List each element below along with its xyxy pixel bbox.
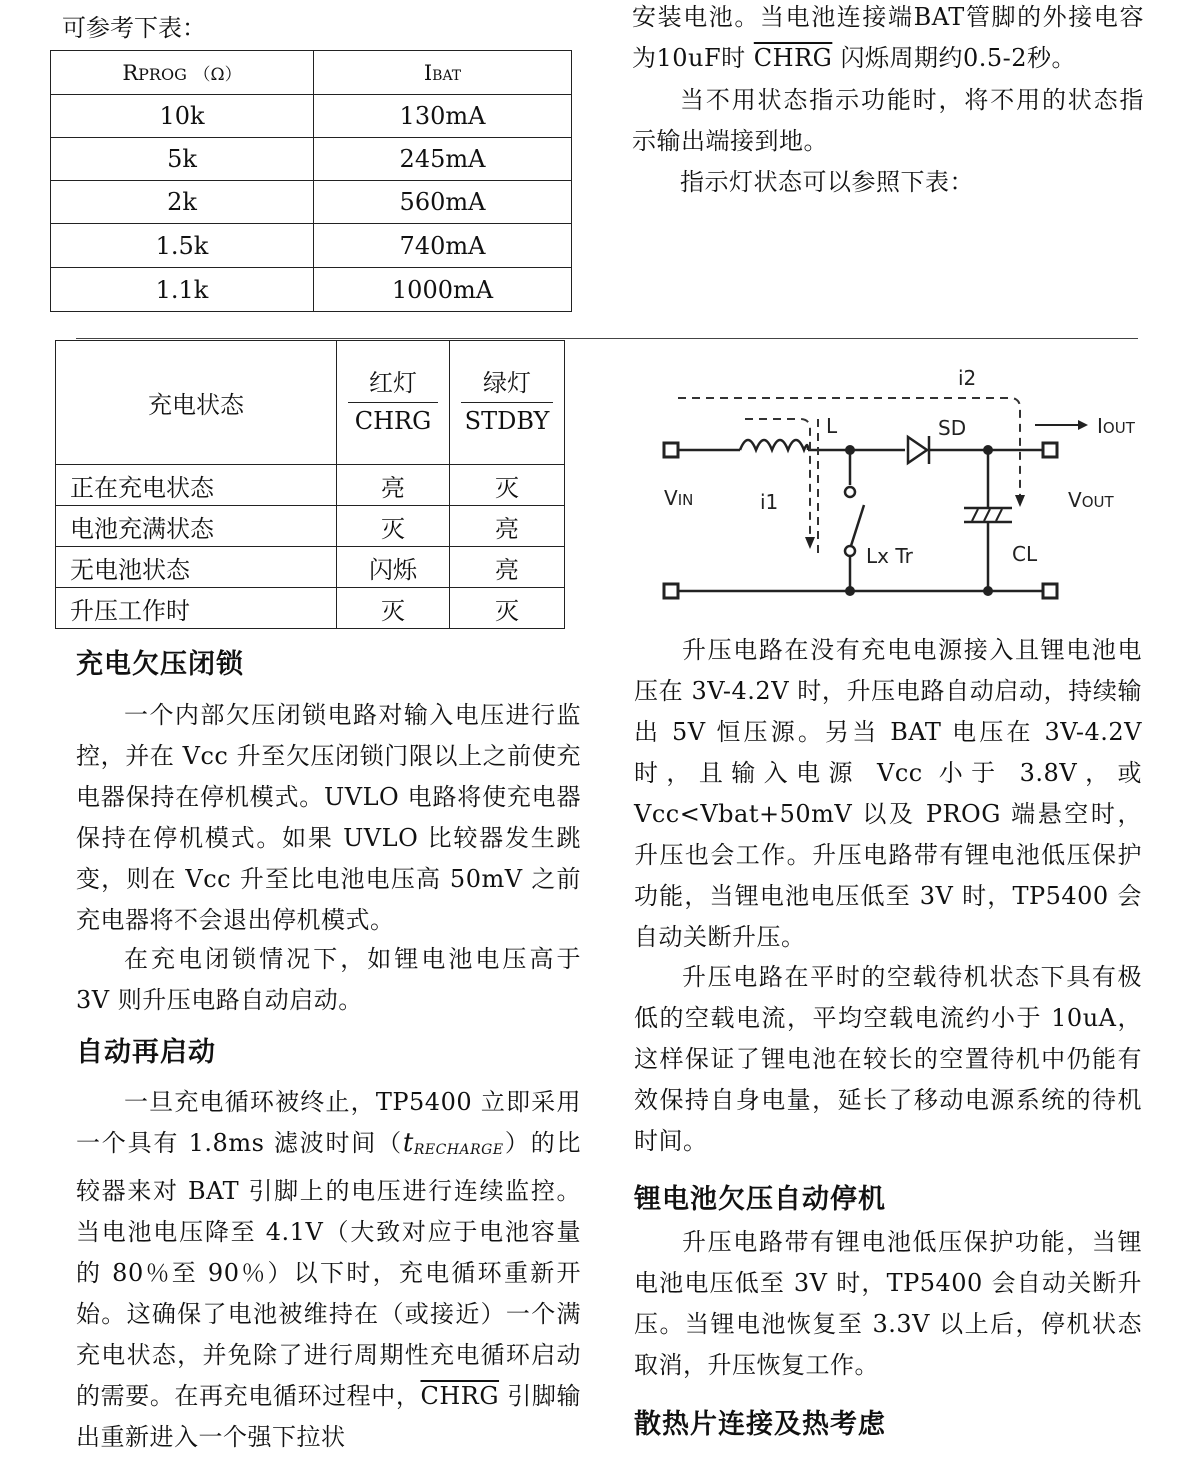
table-row [51, 95, 572, 138]
table-row [51, 224, 572, 268]
table-row [51, 268, 572, 312]
table-cell: 2k [51, 181, 314, 224]
section-title-uvlo: 充电欠压闭锁 [76, 649, 244, 680]
restart-paragraph: 一旦充电循环被终止，TP5400 立即采用一个具有 1.8ms 滤波时间$(t_{RECHARGE})$的比较器来对 BAT 引脚上的电压进行连续监控。当电池电压降至 4.1V（大致对应于电池容量的 80％至 90％）以下时，充电循环重新开始。这确保了电池被维持在（或接近）一个满充电状态，并免除了进行周期性充电循环启动的需要。在再充电循环过程中，CHRG 引脚输出重新进入一个强下拉状 [76, 1088, 582, 1451]
ibat-header: IBAT [314, 51, 572, 95]
section-title-low-battery-shutdown: 锂电池欠压自动停机 [634, 1184, 886, 1215]
table-row [56, 547, 565, 588]
table-cell: 电池充满状态 [56, 506, 337, 547]
label-i2: i2 [958, 366, 977, 390]
table-cell: 亮 [337, 465, 450, 506]
table-cell: 1000mA [314, 268, 572, 312]
chrg-pin-label: CHRG [420, 1382, 500, 1410]
label-inductor-L: L [826, 414, 838, 438]
unused-indicator-paragraph: 当不用状态指示功能时，将不用的状态指示输出端接到地。 [632, 86, 1144, 155]
green-light-header: 绿灯 STDBY [450, 341, 565, 465]
label-vout: VOUT [1068, 488, 1114, 512]
section-title-heatsink: 散热片连接及热考虑 [634, 1409, 886, 1440]
chrg-pin-label: CHRG [753, 44, 833, 72]
label-diode-SD: SD [938, 416, 967, 440]
label-switch-LxTr: Lx Tr [866, 544, 913, 568]
indicator-table-intro: 指示灯状态可以参照下表： [680, 168, 974, 196]
table-cell: 正在充电状态 [56, 465, 337, 506]
state-header: 充电状态 [56, 341, 337, 465]
table-row [51, 138, 572, 181]
red-light-header: 红灯 CHRG [337, 341, 450, 465]
uvlo-paragraph-1: 一个内部欠压闭锁电路对输入电压进行监控，并在 Vcc 升至欠压闭锁门限以上之前使充电器保持在停机模式。UVLO 电路将使充电器保持在停机模式。如果 UVLO 比较器发生跳变，则在 Vcc 升至比电池电压高 50mV 之前充电器将不会退出停机模式。 [76, 701, 581, 934]
table-row [51, 181, 572, 224]
table-cell: 1.5k [51, 224, 314, 268]
label-capacitor-CL: CL [1012, 542, 1038, 566]
label-i1: i1 [760, 490, 779, 514]
intro-text: 可参考下表： [62, 14, 206, 42]
table-row [56, 588, 565, 629]
table-cell: 亮 [450, 506, 565, 547]
table-cell: 灭 [337, 588, 450, 629]
divider-line [76, 338, 1138, 339]
table-cell: 5k [51, 138, 314, 181]
table-cell: 245mA [314, 138, 572, 181]
rprog-table [50, 50, 572, 312]
boost-circuit-diagram [640, 355, 1150, 617]
table-row [56, 465, 565, 506]
boost-paragraph-1: 升压电路在没有充电电源接入且锂电池电压在 3V-4.2V 时，升压电路自动启动，持续输出 5V 恒压源。另当 BAT 电压在 3V-4.2V 时，且输入电源 Vcc 小于 3.8V，或 Vcc<Vbat+50mV 以及 PROG 端悬空时，升压也会工作。升压电路带有锂电池低压保护功能，当锂电池电压低至 3V 时，TP5400 会自动关断升压。 [634, 636, 1142, 951]
table-cell: 闪烁 [337, 547, 450, 588]
table-row [56, 506, 565, 547]
table-cell: 灭 [450, 465, 565, 506]
table-cell: 升压工作时 [56, 588, 337, 629]
table-cell: 亮 [450, 547, 565, 588]
section-title-auto-restart: 自动再启动 [76, 1037, 216, 1068]
table-cell: 1.1k [51, 268, 314, 312]
table-cell: 10k [51, 95, 314, 138]
table-cell: 560mA [314, 181, 572, 224]
status-table [55, 340, 565, 629]
boost-paragraph-2: 升压电路在平时的空载待机状态下具有极低的空载电流，平均空载电流约小于 10uA，这样保证了锂电池在较长的空置待机中仍能有效保持自身电量，延长了移动电源系统的待机时间。 [634, 963, 1142, 1155]
label-iout: IOUT [1097, 414, 1135, 438]
rprog-header: RPROG （Ω） [51, 51, 314, 95]
table-cell: 灭 [450, 588, 565, 629]
table-cell: 无电池状态 [56, 547, 337, 588]
battery-paragraph: 安装电池。当电池连接端BAT管脚的外接电容为10uF时 CHRG 闪烁周期约0.5-2秒。 [632, 3, 1144, 72]
uvlo-paragraph-2: 在充电闭锁情况下，如锂电池电压高于 3V 则升压电路自动启动。 [76, 945, 581, 1014]
low-battery-paragraph: 升压电路带有锂电池低压保护功能，当锂电池电压低至 3V 时，TP5400 会自动关断升压。当锂电池恢复至 3.3V 以上后，停机状态取消，升压恢复工作。 [634, 1228, 1142, 1379]
table-cell: 灭 [337, 506, 450, 547]
table-cell: 740mA [314, 224, 572, 268]
table-cell: 130mA [314, 95, 572, 138]
label-vin: VIN [664, 486, 694, 510]
